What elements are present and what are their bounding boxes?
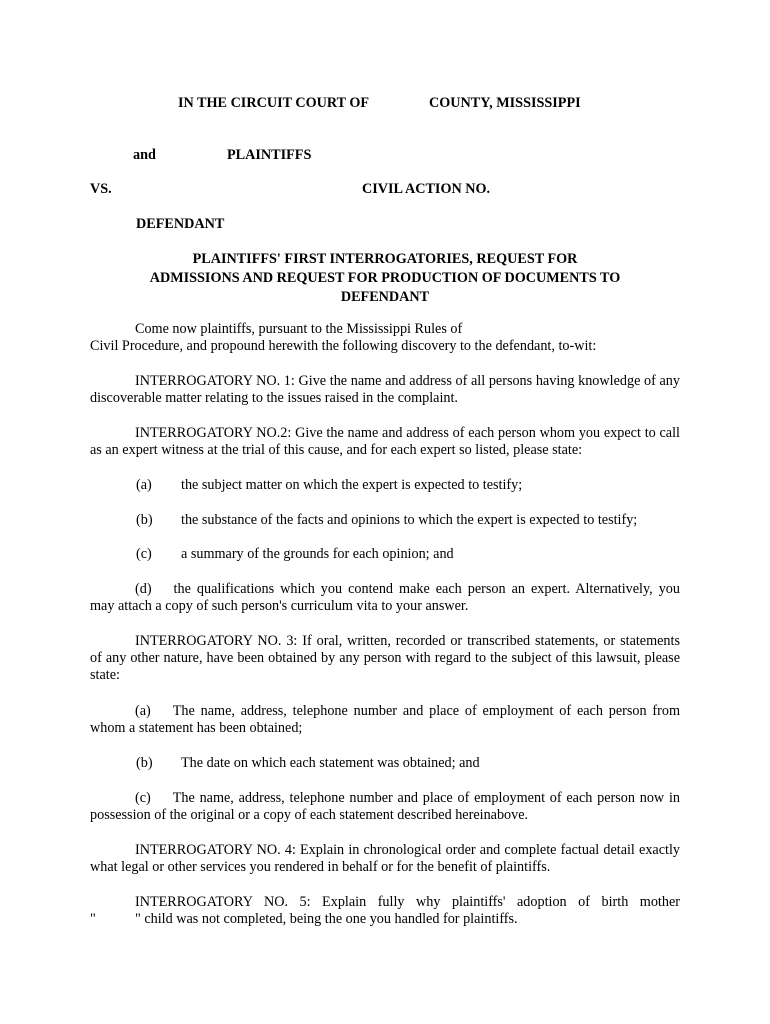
item-label: (a) xyxy=(135,703,151,719)
interrogatory-4-text: INTERROGATORY NO. 4: Explain in chronological order and complete factual detail exactly what legal or other services you rendered in behalf or for the benefit of plaintiffs. xyxy=(90,842,680,875)
interrogatory-5-line-2: " child was not completed, being the one you handled for plaintiffs. xyxy=(135,911,518,927)
caption-and: and xyxy=(133,147,156,163)
civil-action-no: CIVIL ACTION NO. xyxy=(362,181,491,197)
interrogatory-2-text: INTERROGATORY NO.2: Give the name and address of each person whom you expect to call as an expert witness at the trial of this cause, and for each expert so listed, please state: xyxy=(90,425,680,458)
interrogatory-3 xyxy=(90,633,680,684)
interrogatory-5-open-quote: " xyxy=(90,911,96,927)
item-text: the substance of the facts and opinions to which the expert is expected to testify; xyxy=(181,512,638,528)
interrogatory-1-text: INTERROGATORY NO. 1: Give the name and address of all persons having knowledge of any discoverable matter relating to the issues raised in the complaint. xyxy=(90,373,680,406)
interrogatory-5-line-1 xyxy=(90,894,680,911)
item-label: (b) xyxy=(136,755,153,771)
caption-plaintiffs: PLAINTIFFS xyxy=(227,147,312,163)
caption-vs: VS. xyxy=(90,181,112,197)
item-text: The name, address, telephone number and place of employment of each person from whom a statement has been obtained; xyxy=(90,703,680,736)
interrogatory-3-text: INTERROGATORY NO. 3: If oral, written, recorded or transcribed statements, or statements of any other nature, have been obtained by any person with regard to the subject of this lawsuit, please state: xyxy=(90,633,680,683)
title-line-2: ADMISSIONS AND REQUEST FOR PRODUCTION OF DOCUMENTS TO xyxy=(149,270,621,286)
document-title xyxy=(90,250,680,307)
court-prefix: IN THE CIRCUIT COURT OF xyxy=(178,95,370,111)
interrogatory-3-item-a xyxy=(90,703,680,737)
intro-line-2: Civil Procedure, and propound herewith the following discovery to the defendant, to-wit: xyxy=(90,338,597,354)
interrogatory-2 xyxy=(90,425,680,459)
item-label: (c) xyxy=(136,546,152,562)
item-text: the subject matter on which the expert is expected to testify; xyxy=(181,477,523,493)
item-text: the qualifications which you contend make each person an expert. Alternatively, you may attach a copy of such person's curriculum vita to your answer. xyxy=(90,581,680,614)
item-text: The name, address, telephone number and place of employment of each person now in possession of the original or a copy of each statement described hereinabove. xyxy=(90,790,680,823)
interrogatory-5-text: INTERROGATORY NO. 5: Explain fully why plaintiffs' adoption of birth mother xyxy=(135,894,680,910)
title-line-1: PLAINTIFFS' FIRST INTERROGATORIES, REQUEST FOR xyxy=(192,251,578,267)
item-label: (b) xyxy=(136,512,153,528)
item-text: The date on which each statement was obtained; and xyxy=(181,755,480,771)
interrogatory-1 xyxy=(90,373,680,407)
interrogatory-4 xyxy=(90,842,680,876)
interrogatory-2-item-d xyxy=(90,581,680,615)
item-label: (c) xyxy=(135,790,151,806)
item-label: (d) xyxy=(135,581,152,597)
caption-defendant: DEFENDANT xyxy=(136,216,225,232)
item-label: (a) xyxy=(136,477,152,493)
interrogatory-3-item-c xyxy=(90,790,680,824)
intro-line-1: Come now plaintiffs, pursuant to the Mississippi Rules of xyxy=(135,321,463,337)
item-text: a summary of the grounds for each opinion; and xyxy=(181,546,454,562)
court-county: COUNTY, MISSISSIPPI xyxy=(429,95,581,111)
title-line-3: DEFENDANT xyxy=(340,289,430,305)
